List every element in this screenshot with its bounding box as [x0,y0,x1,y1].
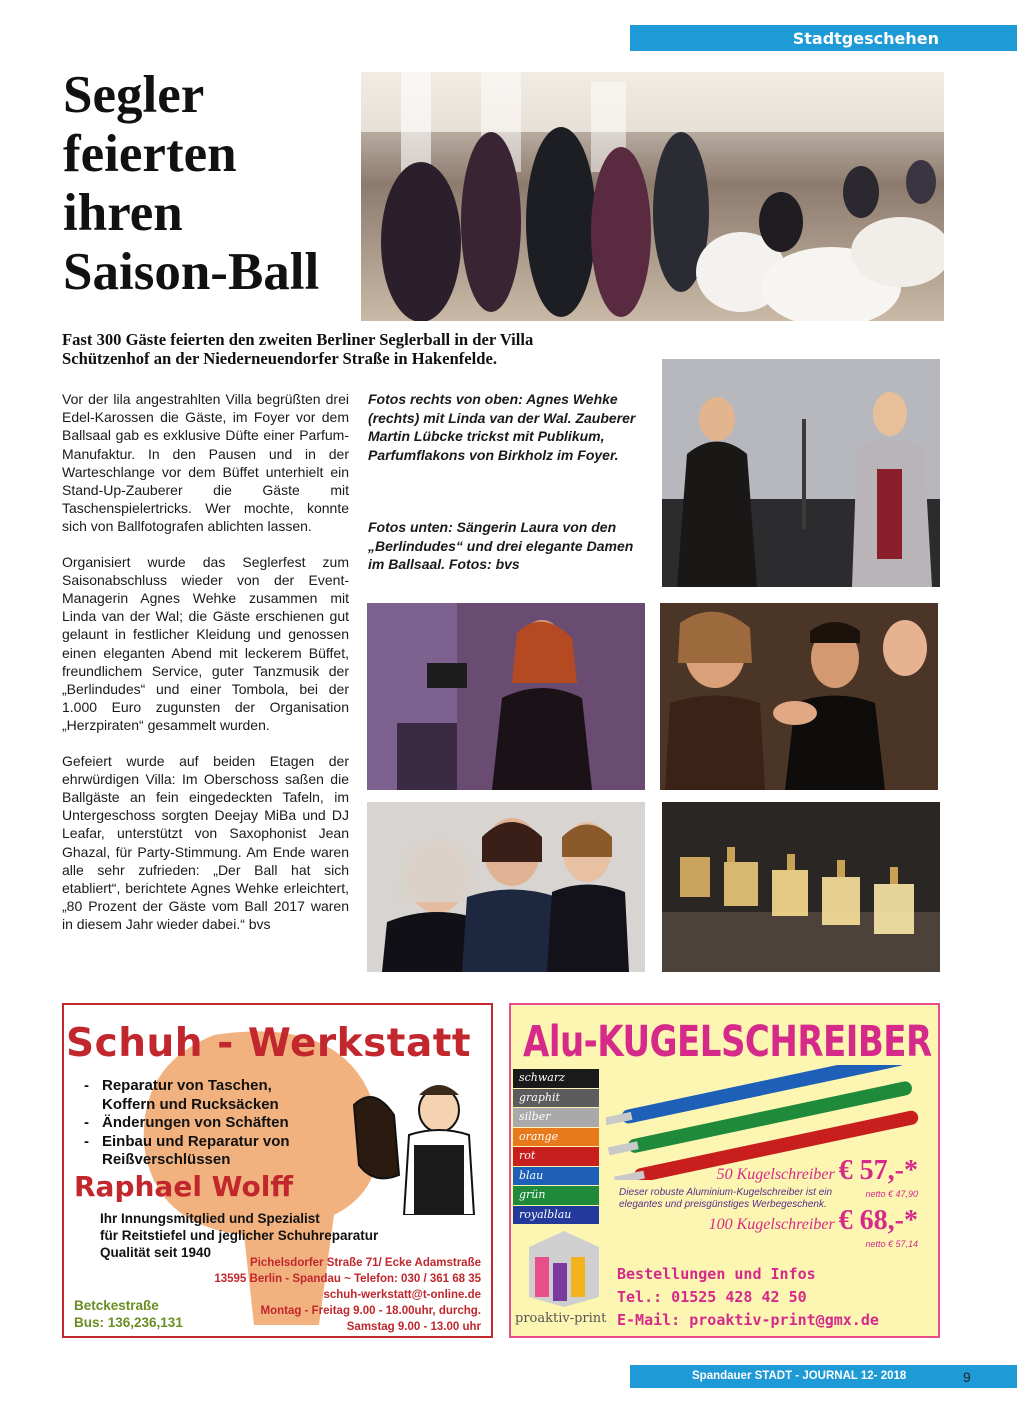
price-value: € 57,-* [838,1155,918,1186]
price-50 [717,1155,918,1187]
color-swatch: rot [513,1147,599,1166]
address-line: 13595 Berlin - Spandau ~ Telefon: 030 / 361 68 35 [214,1273,481,1285]
netto-50: netto € 47,90 [865,1189,918,1199]
article-body [62,390,349,951]
photo-magician [660,603,938,790]
ad-title: Schuh - Werkstatt [66,1021,472,1066]
order-heading: Bestellungen und Infos [617,1265,816,1283]
service-item: - Reparatur von Taschen, Koffern und Rucksäcken [82,1077,287,1114]
color-swatch: royalblau [513,1206,599,1225]
paragraph: Vor der lila angestrahlten Villa begrüßten drei Edel-Karossen die Gäste, im Foyer vor dem Ballsaal gab es exklusive Düfte einer Parfum-Manufaktur. In den Pausen und in der Warteschlange vor dem Büffet unterhielt ein Stand-Up-Zauberer die Gäste mit Taschenspielertricks. Wer mochte, konnte sich von Ballfotografen ablichten lassen. [62,391,349,535]
photo-hosts [662,359,940,587]
color-swatch: orange [513,1128,599,1147]
service-item: - Änderungen von Schäften [82,1114,302,1133]
ad-title: Alu-KUGELSCHREIBER [523,1017,932,1067]
footer [630,1365,1017,1388]
page-number: 9 [963,1369,971,1385]
bus-info [74,1297,183,1331]
color-swatch: graphit [513,1089,599,1108]
owner-name: Raphael Wolff [74,1170,294,1203]
paragraph: Gefeiert wurde auf beiden Etagen der ehrwürdigen Villa: Im Oberschoss saßen die Ballgäste an fein eingedeckten Tafeln, im Untergeschoss sorgten Deejay MiBa und DJ Leafar, unterstützt von Saxophonist Jean Ghazal, für Party-Stimmung. Am Ende waren alle sehr zufrieden: „Der Ball hat sich etabliert“, berichtete Agnes Wehke erleichtert, „80 Prozent der Gäste vom Ball 2017 waren in diesem Jahr wieder dabei.“ bvs [62,752,349,933]
ad-schuh-werkstatt [62,1003,493,1338]
color-swatch: silber [513,1108,599,1127]
price-label: 100 Kugelschreiber [708,1216,835,1233]
ad-alu-kugelschreiber [509,1003,940,1338]
hours-line: Samstag 9.00 - 13.00 uhr [346,1321,481,1333]
desc-line: Qualität seit 1940 [100,1245,212,1260]
paragraph: Organisiert wurde das Seglerfest zum Saisonabschluss wieder von der Event-Managerin Agnes Wehke zusammen mit Linda van der Wal; die Gäste erschienen gut gelaunt in festlicher Kleidung und genossen einen eleganten Abend mit leckerem Büffet, freundlichem Service, guter Tanzmusik der „Berlindudes“ und einer Tombola, bei der 1.000 Euro zugunsten der Organisation „Herzpiraten“ gesammelt wurden. [62,553,349,734]
article-lead: Fast 300 Gäste feierten den zweiten Berliner Seglerball in der Villa Schützenhof an der Niederneuendorfer Straße in Hakenfelde. [62,330,534,368]
brand-name: proaktiv-print [515,1311,607,1326]
photo-singer [367,603,645,790]
photo-ballroom [361,72,944,321]
service-item: - Einbau und Reparatur von Reißverschlüssen [82,1133,302,1170]
order-info [617,1263,879,1332]
phone: Tel.: 01525 428 42 50 [617,1288,807,1306]
color-swatch: blau [513,1167,599,1186]
email-link[interactable]: schuh-werkstatt@t-online.de [323,1289,481,1301]
color-swatch: schwarz [513,1069,599,1088]
color-swatch: grün [513,1186,599,1205]
shoemaker-illustration [344,1075,493,1215]
address-line: Pichelsdorfer Straße 71/ Ecke Adamstraße [250,1257,481,1269]
section-header [630,25,1017,51]
owner-description [100,1210,378,1261]
proaktiv-logo-icon [519,1227,609,1309]
email-link[interactable]: E-Mail: proaktiv-print@gmx.de [617,1311,879,1329]
desc-line: für Reitstiefel und jeglicher Schuhreparatur [100,1228,379,1243]
price-100 [709,1205,918,1237]
hours-line: Montag - Freitag 9.00 - 18.00uhr, durchg. [260,1305,481,1317]
desc-line: Ihr Innungsmitglied und Spezialist [100,1211,320,1226]
bus-lines: Bus: 136,236,131 [74,1315,183,1330]
price-value: € 68,-* [838,1205,918,1236]
photo-perfume [662,802,940,972]
netto-100: netto € 57,14 [865,1239,918,1249]
photo-ladies [367,802,645,972]
article-headline: Segler feierten ihren Saison-Ball [63,66,320,301]
services-list [82,1077,302,1170]
caption-top: Fotos rechts von oben: Agnes Wehke (rechts) mit Linda van der Wal. Zauberer Martin Lübcke trickst mit Publikum, Parfumflakons von Birkholz im Foyer. [368,391,636,463]
journal-name: Spandauer STADT - JOURNAL 12- 2018 [692,1370,907,1382]
ad-description: Dieser robuste Aluminium-Kugelschreiber ist ein elegantes und preisgünstiges Werbegeschenk. [619,1187,833,1210]
price-label: 50 Kugelschreiber [716,1166,835,1183]
bus-stop: Betckestraße [74,1298,159,1313]
section-title: Stadtgeschehen [792,29,939,48]
color-swatches [513,1069,599,1225]
caption-bottom: Fotos unten: Sängerin Laura von den „Berlindudes“ und drei elegante Damen im Ballsaal. Fotos: bvs [368,519,634,572]
contact-block [214,1255,481,1335]
